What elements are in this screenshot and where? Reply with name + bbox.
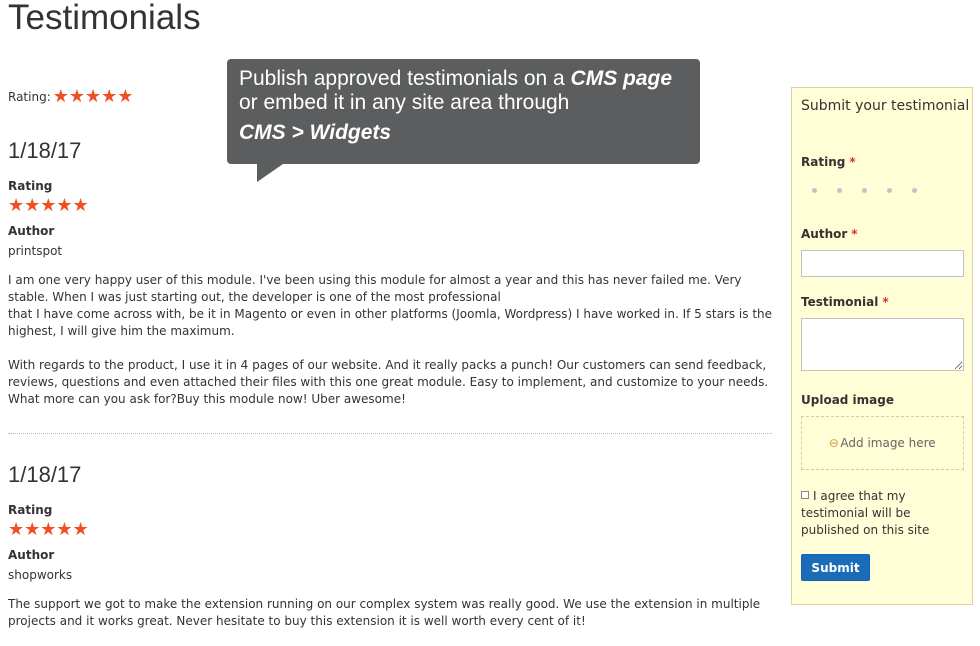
review-text: With regards to the product, I use it in 4 pages of our website. And it really packs a punch! Our customers can send feedback, reviews, questions and even attached their files with this one great module. Easy to implement, and customize to your needs. What more can you ask for?Buy this module now! Uber awesome! xyxy=(8,358,769,406)
review-author: shopworks xyxy=(8,568,73,582)
rating-field-label xyxy=(801,155,856,169)
rating-option-2[interactable] xyxy=(837,188,842,193)
review-rating-stars: ★★★★★ xyxy=(8,195,89,216)
review-text: The support we got to make the extension running on our complex system was really good. We use the extension in multiple projects and it works great. Never hesitate to buy this extension it is well worth every cent of it! xyxy=(8,597,761,628)
paperclip-icon: ⊘ xyxy=(825,434,843,452)
review-text: that I have come across with, be it in Magento or even in other platforms (Joomla, Wordpress) I have worked in. If 5 stars is the highest, I will give him the maximum. xyxy=(8,307,773,338)
agree-text: I agree that my testimonial will be published on this site xyxy=(801,489,930,537)
required-mark: * xyxy=(849,155,856,169)
tooltip-line-1-text: Publish approved testimonials on a xyxy=(239,67,571,90)
required-mark: * xyxy=(882,295,889,309)
overall-rating-label: Rating: xyxy=(8,89,51,104)
rating-label-text: Rating xyxy=(801,155,846,169)
rating-selector xyxy=(812,188,917,193)
tooltip-line-2: or embed it in any site area through xyxy=(239,91,570,114)
tooltip-arrow xyxy=(257,164,283,182)
required-mark: * xyxy=(851,227,858,241)
review-rating-stars: ★★★★★ xyxy=(8,519,89,540)
upload-placeholder: Add image here xyxy=(840,436,936,450)
page-title: Testimonials xyxy=(8,0,201,37)
review-author-label: Author xyxy=(8,224,55,238)
rating-option-1[interactable] xyxy=(812,188,817,193)
tooltip-line-1 xyxy=(239,67,688,91)
review-rating-label: Rating xyxy=(8,503,53,517)
rating-option-3[interactable] xyxy=(862,188,867,193)
review-rating-label: Rating xyxy=(8,179,53,193)
rating-option-5[interactable] xyxy=(912,188,917,193)
upload-dropzone[interactable] xyxy=(801,416,964,470)
review-text: I am one very happy user of this module. I've been using this module for almost a year and this has never failed me. Very stable. When I was just starting out, the developer is one of the most professional xyxy=(8,273,742,304)
agree-field xyxy=(801,488,969,539)
review-divider xyxy=(8,433,772,434)
review-author-label: Author xyxy=(8,548,55,562)
testimonial-field-label xyxy=(801,295,889,309)
review-item xyxy=(8,138,772,408)
tooltip-cms-page: CMS page xyxy=(570,67,673,90)
author-field-label xyxy=(801,227,858,241)
testimonial-textarea[interactable] xyxy=(801,318,964,371)
review-item xyxy=(8,462,772,630)
overall-rating xyxy=(8,86,133,107)
rating-option-4[interactable] xyxy=(887,188,892,193)
author-label-text: Author xyxy=(801,227,848,241)
testimonial-label-text: Testimonial xyxy=(801,295,879,309)
review-date: 1/18/17 xyxy=(8,462,82,487)
overall-rating-stars: ★★★★★ xyxy=(52,86,134,107)
testimonial-form xyxy=(791,87,973,605)
tooltip-cms-widgets: CMS > Widgets xyxy=(239,121,392,144)
review-date: 1/18/17 xyxy=(8,138,82,163)
review-author: printspot xyxy=(8,244,63,258)
feature-tooltip xyxy=(227,59,700,164)
upload-field-label: Upload image xyxy=(801,393,894,407)
agree-checkbox[interactable] xyxy=(801,491,809,499)
submit-button[interactable]: Submit xyxy=(801,554,870,581)
author-input[interactable] xyxy=(801,250,964,277)
form-title: Submit your testimonial xyxy=(801,98,970,114)
